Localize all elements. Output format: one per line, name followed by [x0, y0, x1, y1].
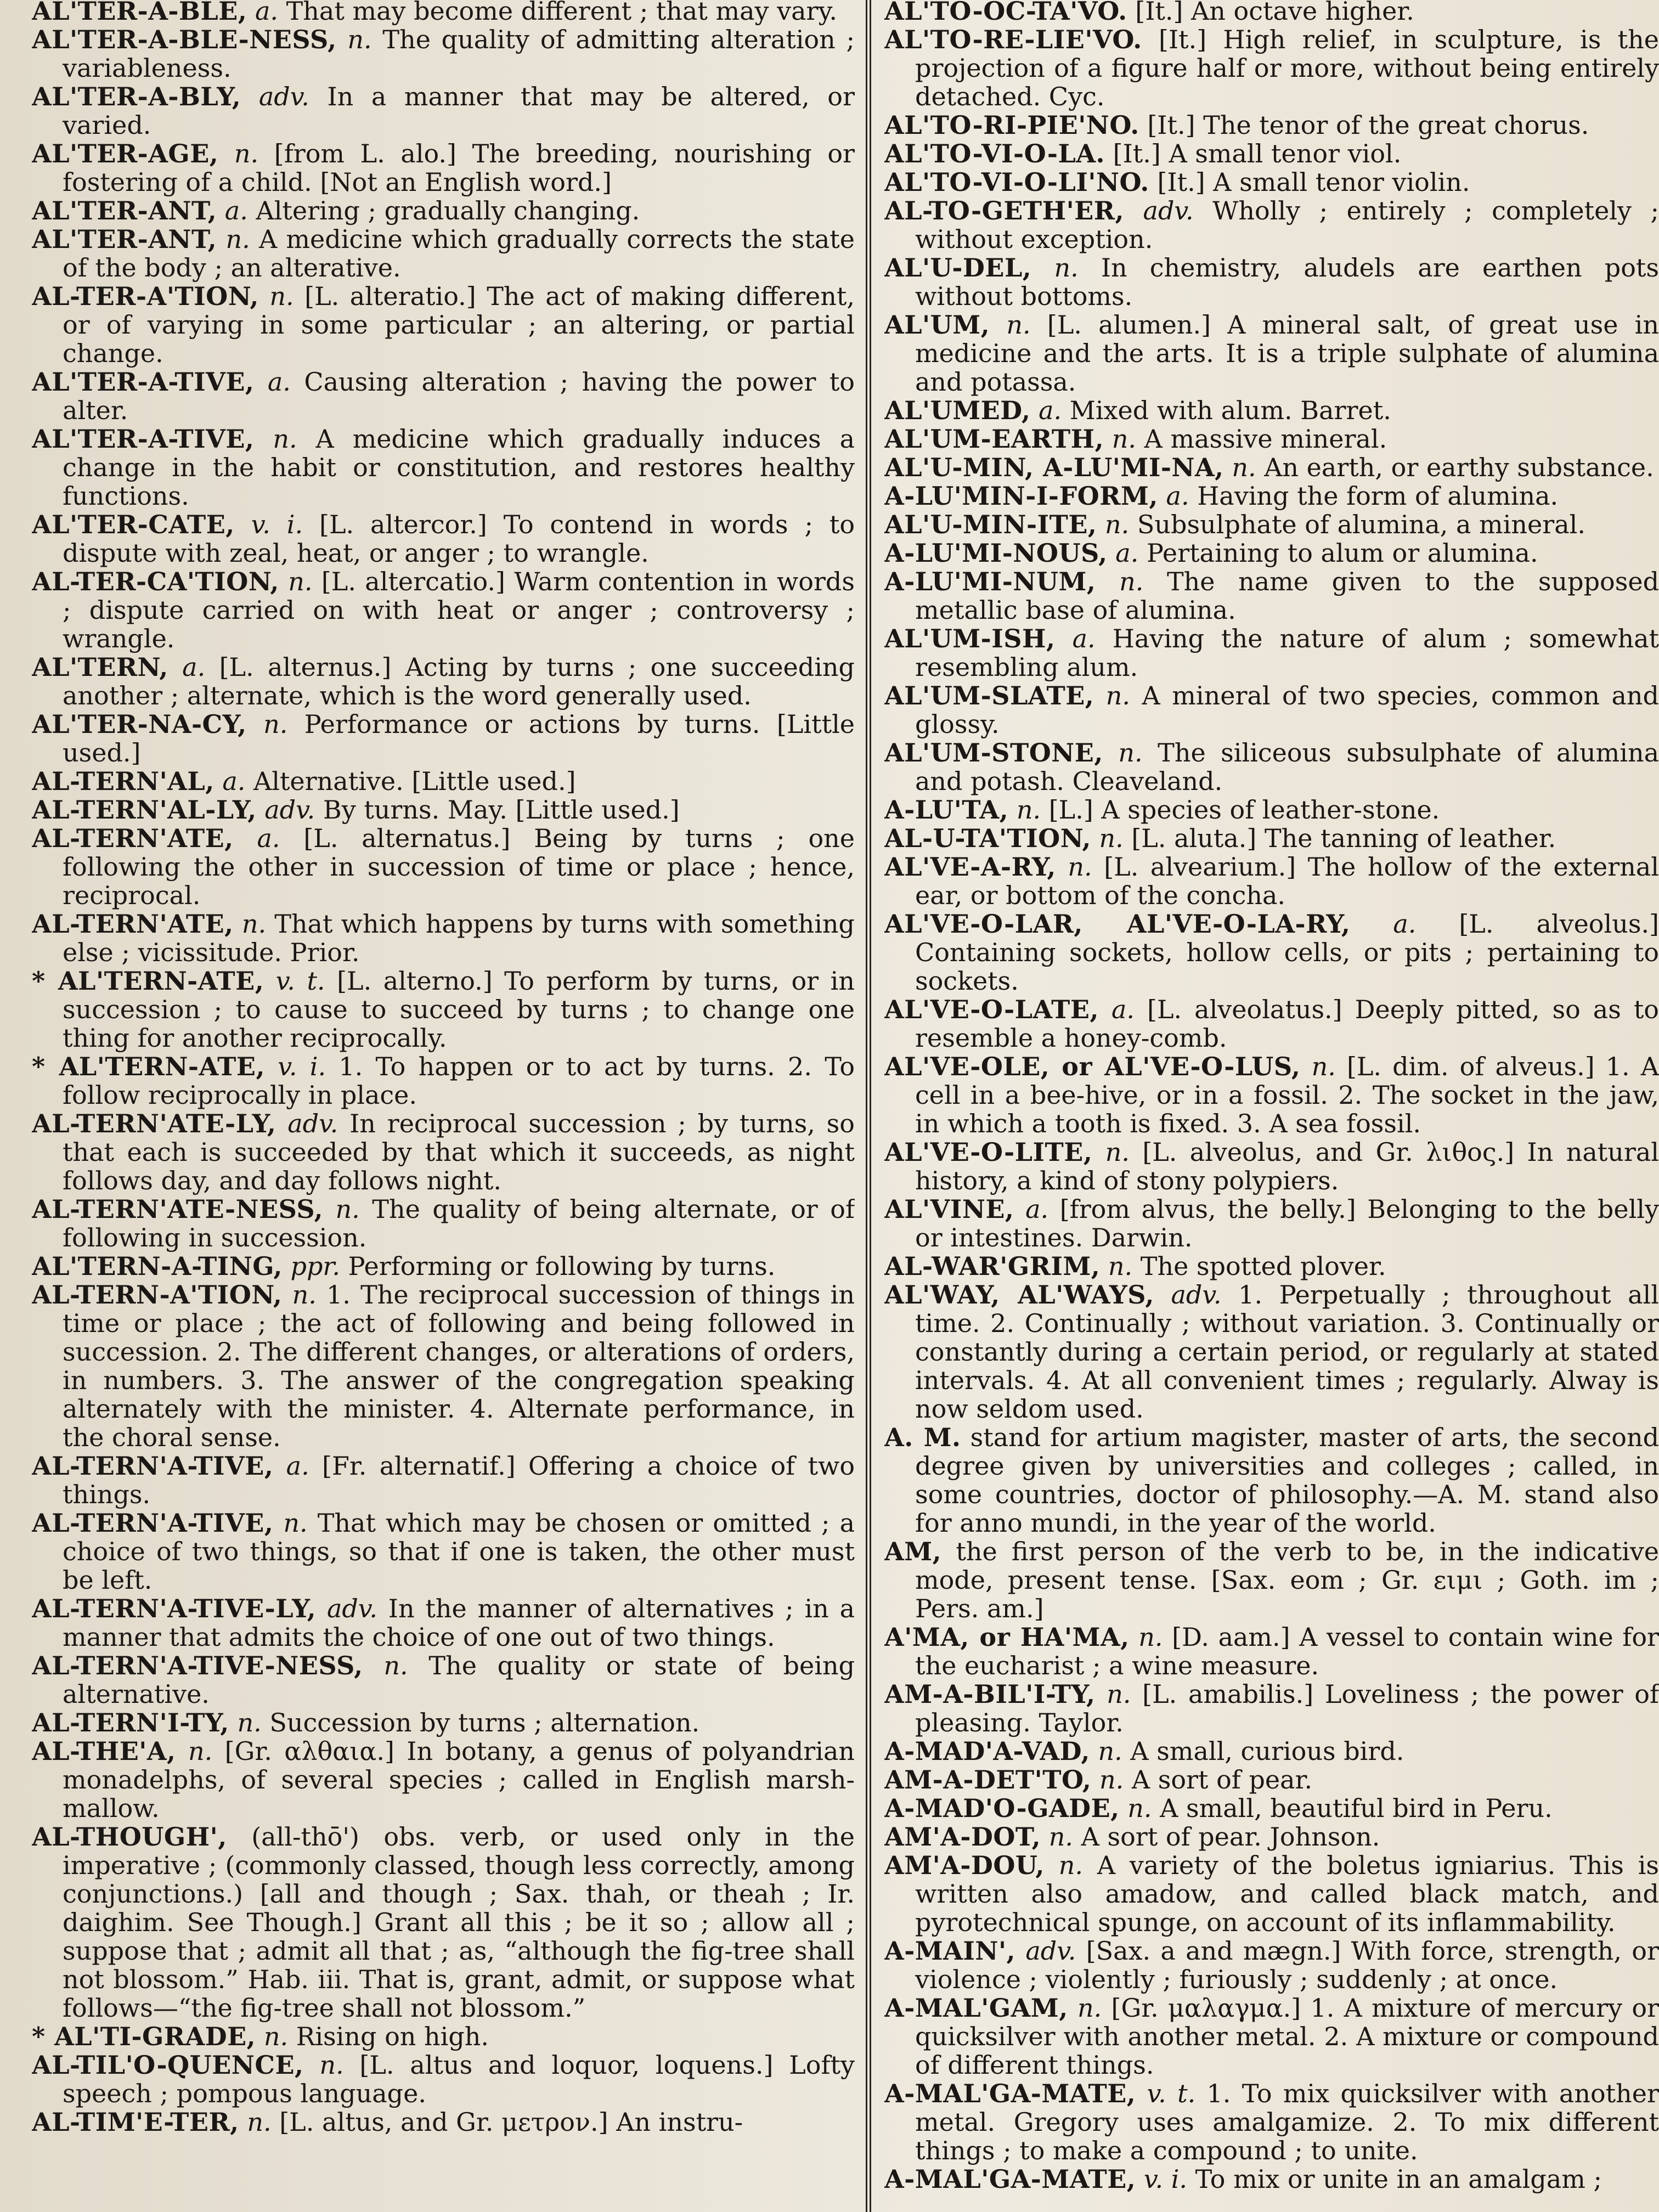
entry-part-of-speech: n.: [188, 1736, 213, 1766]
entry-headword: AL'VE-O-LAR, AL'VE-O-LA-RY,: [884, 909, 1351, 939]
entry-definition: [Gr. αλθαια.] In botany, a genus of polyandrian monadelphs, of several species ; called in English marsh-mallow.: [63, 1736, 855, 1823]
dictionary-entry: [32, 1651, 855, 1708]
entry-definition: [L. alveolatus.] Deeply pitted, so as to resemble a honey-comb.: [915, 995, 1659, 1053]
entry-definition: [from alvus, the belly.] Belonging to the belly or intestines. Darwin.: [915, 1194, 1659, 1252]
entry-part-of-speech: a.: [1111, 995, 1135, 1024]
dictionary-entry: [884, 1252, 1659, 1280]
entry-headword: AL'TER-CATE,: [32, 510, 235, 539]
dictionary-entry: [884, 25, 1659, 111]
entry-part-of-speech: adv.: [287, 1109, 338, 1138]
dictionary-entry: [884, 1138, 1659, 1195]
entry-definition: Subsulphate of alumina, a mineral.: [1137, 510, 1585, 539]
dictionary-entry: [884, 539, 1659, 567]
dictionary-entry: [32, 2022, 855, 2051]
dictionary-entry: [32, 425, 855, 510]
entry-part-of-speech: n.: [1108, 1251, 1133, 1281]
entry-headword: AL-TERN'A-TIVE-LY,: [32, 1594, 317, 1623]
entry-definition: [L. altus, and Gr. μετρον.] An instru-: [279, 2107, 743, 2137]
entry-part-of-speech: n.: [237, 1708, 262, 1737]
entry-part-of-speech: n.: [1105, 681, 1131, 710]
entry-headword: A-MAD'A-VAD,: [884, 1736, 1090, 1766]
entry-headword: AL'U-MIN-ITE,: [884, 510, 1097, 539]
entry-definition: A sort of pear.: [1131, 1765, 1313, 1795]
dictionary-entry: [32, 1737, 855, 1822]
entry-part-of-speech: n.: [1058, 1850, 1083, 1880]
entry-definition: [L. alveolus.] Containing sockets, hollow cells, or pits ; pertaining to sockets.: [915, 909, 1659, 996]
entry-headword: AL-TER-CA'TION,: [32, 567, 279, 596]
dictionary-entry: [32, 567, 855, 653]
dictionary-entry: [884, 1937, 1659, 1994]
entry-headword: AL'UM-SLATE,: [884, 681, 1094, 710]
dictionary-entry: [32, 653, 855, 710]
entry-part-of-speech: n.: [1099, 823, 1124, 853]
entry-definition: [It.] A small tenor violin.: [1157, 167, 1470, 197]
entry-headword: AL'TER-A-BLE-NESS,: [32, 25, 337, 54]
entry-part-of-speech: n.: [1105, 510, 1130, 539]
dictionary-entry: [884, 567, 1659, 624]
dictionary-entry: [32, 282, 855, 368]
entry-headword: A'MA, or HA'MA,: [884, 1622, 1130, 1652]
dictionary-entry: [884, 1423, 1659, 1537]
entry-definition: (all-thō') obs. verb, or used only in the imperative ; (commonly classed, though less correctly, among conjunctions.) [all and though ; Sax. thah, or theah ; Ir. daighim. See Though.] Grant all this ; be it so ; allow all ; suppose that ; admit all that ; as, “although the fig-tree shall not blossom.” Hab. iii. That is, grant, admit, or suppose what follows—“the fig-tree shall not blossom.”: [63, 1822, 855, 2023]
entry-definition: [Fr. alternatif.] Offering a choice of two things.: [63, 1451, 855, 1509]
entry-definition: Alternative. [Little used.]: [253, 766, 576, 796]
entry-definition: [L. altus and loquor, loquens.] Lofty speech ; pompous language.: [63, 2050, 855, 2108]
entry-headword: AL'TER-ANT,: [32, 196, 217, 225]
entry-part-of-speech: n.: [263, 709, 288, 739]
entry-headword: AL'TO-VI-O-LI'NO.: [884, 167, 1149, 197]
dictionary-entry: [884, 2165, 1659, 2193]
entry-part-of-speech: n.: [1077, 1993, 1102, 2023]
entry-definition: 1. The reciprocal succession of things in time or place ; the act of following and being followed in succession. 2. The different changes, or alterations of orders, in numbers. 3. The answer of the congregation speaking alternately with the minister. 4. Alternate performance, in the choral sense.: [63, 1280, 855, 1452]
dictionary-entry: [884, 1052, 1659, 1138]
entry-definition: The quality of being alternate, or of following in succession.: [63, 1194, 855, 1252]
entry-headword: A-MAL'GA-MATE,: [884, 2164, 1136, 2194]
entry-definition: Performing or following by turns.: [348, 1251, 776, 1281]
entry-definition: In chemistry, aludels are earthen pots without bottoms.: [915, 253, 1659, 311]
dictionary-entry: [884, 1623, 1659, 1680]
entry-headword: AM'A-DOU,: [884, 1850, 1045, 1880]
entry-part-of-speech: n.: [234, 139, 259, 168]
entry-definition: The siliceous subsulphate of alumina and potash. Cleaveland.: [915, 738, 1659, 796]
dictionary-entry: [32, 795, 855, 824]
dictionary-entry: [884, 824, 1659, 853]
dictionary-entry: [32, 1509, 855, 1594]
dictionary-entry: [32, 910, 855, 967]
dictionary-entry: [32, 139, 855, 196]
dictionary-entry: [32, 1280, 855, 1452]
entry-part-of-speech: n.: [383, 1651, 408, 1680]
entry-headword: AL'U-DEL,: [884, 253, 1032, 283]
entry-definition: [L. dim. of alveus.] 1. A cell in a bee-hive, or in a fossil. 2. The socket in the jaw, in which a tooth is fixed. 3. A sea fossil.: [915, 1052, 1659, 1138]
entry-part-of-speech: n.: [273, 424, 297, 454]
entry-headword: A-MAL'GAM,: [884, 1993, 1068, 2023]
entry-part-of-speech: a.: [1115, 538, 1139, 568]
entry-headword: AL'TER-AGE,: [32, 139, 219, 168]
entry-headword: AL'VE-OLE, or AL'VE-O-LUS,: [884, 1052, 1301, 1081]
entry-definition: [D. aam.] A vessel to contain wine for the eucharist ; a wine measure.: [915, 1622, 1659, 1680]
entry-headword: AM'A-DOT,: [884, 1822, 1041, 1852]
entry-headword: AL-TERN'ATE-LY,: [32, 1109, 276, 1138]
dictionary-entry: [32, 82, 855, 139]
entry-part-of-speech: a.: [286, 1451, 309, 1481]
dictionary-entry: [884, 1680, 1659, 1737]
entry-part-of-speech: a.: [182, 652, 206, 682]
entry-part-of-speech: n.: [283, 1508, 308, 1538]
entry-part-of-speech: n.: [1048, 1822, 1074, 1852]
dictionary-entry: [32, 1109, 855, 1195]
entry-definition: The spotted plover.: [1140, 1251, 1386, 1281]
dictionary-entry: [884, 425, 1659, 453]
entry-headword: A-MAIN',: [884, 1936, 1016, 1966]
entry-definition: The quality of admitting alteration ; variableness.: [63, 25, 855, 83]
dictionary-entry: [884, 995, 1659, 1052]
entry-part-of-speech: n.: [292, 1280, 317, 1310]
entry-definition: stand for artium magister, master of arts, the second degree given by universities and colleges ; called, in some countries, doctor of philosophy.—A. M. stand also for anno mundi, in the year of the world.: [915, 1423, 1659, 1538]
entry-part-of-speech: a.: [1166, 481, 1189, 511]
dictionary-entry: [884, 624, 1659, 681]
dictionary-entry: [884, 139, 1659, 168]
dictionary-entry: [32, 710, 855, 767]
entry-headword: AL-TIL'O-QUENCE,: [32, 2050, 304, 2080]
dictionary-entry: [884, 910, 1659, 995]
entry-definition: [L. alveolus, and Gr. λιθος.] In natural history, a kind of stony polypiers.: [915, 1137, 1659, 1195]
entry-headword: AL-TIM'E-TER,: [32, 2107, 239, 2137]
entry-definition: [L. alvearium.] The hollow of the external ear, or bottom of the concha.: [915, 852, 1659, 910]
entry-definition: That may become different ; that may vary.: [286, 0, 838, 26]
entry-part-of-speech: a.: [267, 367, 291, 397]
entry-part-of-speech: n.: [1232, 453, 1256, 482]
entry-definition: [from L. alo.] The breeding, nourishing or fostering of a child. [Not an English word.]: [63, 139, 855, 197]
dictionary-entry: [32, 1594, 855, 1651]
dictionary-entry: [32, 1252, 855, 1280]
entry-definition: An earth, or earthy substance.: [1264, 453, 1654, 482]
dictionary-entry: [884, 196, 1659, 253]
entry-definition: A small, beautiful bird in Peru.: [1160, 1793, 1553, 1823]
entry-part-of-speech: n.: [288, 567, 313, 596]
dictionary-entry: [884, 1994, 1659, 2079]
entry-headword: AL'TERN,: [32, 652, 168, 682]
entry-part-of-speech: n.: [247, 2107, 272, 2137]
dictionary-entry: [884, 2079, 1659, 2165]
entry-headword: AL-THOUGH',: [32, 1822, 227, 1852]
dictionary-entry: [32, 767, 855, 795]
entry-definition: The quality or state of being alternative.: [63, 1651, 855, 1709]
entry-part-of-speech: n.: [319, 2050, 344, 2080]
entry-definition: Causing alteration ; having the power to alter.: [63, 367, 855, 425]
entry-definition: [It.] A small tenor viol.: [1113, 139, 1402, 168]
entry-headword: AL'UMED,: [884, 396, 1031, 425]
entry-headword: AL-U-TA'TION,: [884, 823, 1091, 853]
entry-definition: A small, curious bird.: [1130, 1736, 1404, 1766]
entry-definition: A medicine which gradually corrects the state of the body ; an alterative.: [63, 224, 855, 283]
entry-part-of-speech: n.: [269, 281, 294, 311]
entry-definition: A mineral of two species, common and glossy.: [915, 681, 1659, 739]
entry-part-of-speech: a.: [224, 196, 248, 225]
dictionary-entry: [884, 482, 1659, 510]
entry-definition: Having the form of alumina.: [1197, 481, 1559, 511]
entry-definition: [It.] An octave higher.: [1135, 0, 1414, 26]
column-divider: [866, 0, 871, 2212]
dictionary-entry: [32, 1822, 855, 2022]
entry-definition: [Sax. a and mægn.] With force, strength, or violence ; violently ; furiously ; suddenly ; at once.: [915, 1936, 1659, 1994]
entry-headword: AL'TER-ANT,: [32, 224, 217, 254]
entry-definition: [L. altercatio.] Warm contention in words ; dispute carried on with heat or anger ; controversy ; wrangle.: [63, 567, 855, 653]
entry-part-of-speech: v. t.: [1147, 2079, 1196, 2108]
entry-definition: To mix or unite in an amalgam ;: [1195, 2164, 1602, 2194]
entry-definition: [It.] High relief, in sculpture, is the projection of a figure half or more, without being entirely detached. Cyc.: [915, 25, 1659, 111]
dictionary-entry: [884, 738, 1659, 795]
entry-headword: AL'UM-ISH,: [884, 624, 1056, 653]
entry-headword: AL'TO-RI-PIE'NO.: [884, 110, 1139, 140]
dictionary-entry: [32, 1195, 855, 1252]
entry-part-of-speech: adv.: [1025, 1936, 1076, 1966]
entry-part-of-speech: n.: [1119, 567, 1144, 596]
entry-part-of-speech: a.: [255, 0, 278, 26]
entry-definition: Having the nature of alum ; somewhat resembling alum.: [915, 624, 1659, 682]
left-column: [32, 0, 855, 2212]
entry-headword: A-LU'MIN-I-FORM,: [884, 481, 1158, 511]
entry-headword: A-LU'MI-NUM,: [884, 567, 1096, 596]
entry-definition: A sort of pear. Johnson.: [1081, 1822, 1380, 1852]
entry-headword: AL-THE'A,: [32, 1736, 176, 1766]
entry-headword: AM,: [884, 1537, 942, 1566]
dictionary-entry: [32, 368, 855, 425]
entry-headword: AL'WAY, AL'WAYS,: [884, 1280, 1154, 1310]
entry-part-of-speech: n.: [1068, 852, 1092, 882]
entry-part-of-speech: v. i.: [1143, 2164, 1188, 2194]
entry-definition: 1. Perpetually ; throughout all time. 2. Continually ; without variation. 3. Continually or constantly during a certain period, or regularly at stated intervals. 4. At all convenient times ; regularly. Alway is now seldom used.: [915, 1280, 1659, 1424]
entry-headword: * AL'TI-GRADE,: [32, 2022, 256, 2051]
entry-headword: AL-TERN'AL-LY,: [32, 795, 257, 825]
entry-definition: [L. alternatus.] Being by turns ; one following the other in succession of time or place ; hence, reciprocal.: [63, 823, 855, 910]
entry-headword: AM-A-BIL'I-TY,: [884, 1679, 1096, 1709]
entry-headword: AL'VE-O-LATE,: [884, 995, 1099, 1024]
entry-part-of-speech: n.: [1016, 795, 1041, 825]
entry-headword: AL'TER-A-BLE,: [32, 0, 247, 26]
entry-headword: AL'TER-NA-CY,: [32, 709, 247, 739]
entry-part-of-speech: n.: [1118, 738, 1143, 768]
entry-part-of-speech: n.: [1054, 253, 1079, 283]
entry-definition: [L. amabilis.] Loveliness ; the power of pleasing. Taylor.: [915, 1679, 1659, 1737]
entry-part-of-speech: n.: [263, 2022, 289, 2051]
entry-definition: A massive mineral.: [1144, 424, 1387, 454]
dictionary-entry: [884, 1195, 1659, 1252]
entry-part-of-speech: n.: [1098, 1736, 1122, 1766]
entry-headword: AL'U-MIN, A-LU'MI-NA,: [884, 453, 1224, 482]
entry-headword: AL-TERN'ATE-NESS,: [32, 1194, 323, 1224]
dictionary-entry: [32, 824, 855, 910]
entry-headword: AL-WAR'GRIM,: [884, 1251, 1101, 1281]
dictionary-entry: [884, 1537, 1659, 1623]
dictionary-entry: [32, 0, 855, 25]
entry-headword: AL-TERN'AL,: [32, 766, 215, 796]
entry-part-of-speech: n.: [347, 25, 372, 54]
entry-part-of-speech: v. t.: [275, 966, 325, 996]
entry-part-of-speech: n.: [1105, 1137, 1130, 1167]
dictionary-entry: [884, 1851, 1659, 1937]
entry-definition: That which happens by turns with something else ; vicissitude. Prior.: [63, 909, 855, 967]
entry-headword: AL'VE-O-LITE,: [884, 1137, 1093, 1167]
dictionary-entry: [32, 225, 855, 282]
dictionary-entry: [32, 1708, 855, 1737]
entry-headword: AL-TERN-A'TION,: [32, 1280, 283, 1310]
entry-headword: AL'TER-A-TIVE,: [32, 424, 255, 454]
entry-headword: * AL'TERN-ATE,: [32, 1052, 265, 1081]
entry-definition: In the manner of alternatives ; in a manner that admits the choice of one out of two things.: [63, 1594, 855, 1652]
entry-headword: AL-TERN'ATE,: [32, 823, 234, 853]
entry-headword: AL-TERN'A-TIVE,: [32, 1451, 274, 1481]
entry-headword: A-LU'MI-NOUS,: [884, 538, 1108, 568]
entry-headword: AL-TERN'A-TIVE-NESS,: [32, 1651, 363, 1680]
entry-part-of-speech: adv.: [264, 795, 315, 825]
entry-part-of-speech: a.: [257, 823, 280, 853]
dictionary-entry: [884, 0, 1659, 25]
dictionary-entry: [884, 1794, 1659, 1822]
entry-part-of-speech: n.: [1006, 310, 1031, 340]
dictionary-entry: [32, 2051, 855, 2108]
entry-definition: In reciprocal succession ; by turns, so that each is succeeded by that which it succeeds, as night follows day, and day follows night.: [63, 1109, 855, 1195]
right-column: [884, 0, 1659, 2212]
entry-definition: Pertaining to alum or alumina.: [1146, 538, 1538, 568]
entry-definition: Performance or actions by turns. [Little used.]: [63, 709, 855, 768]
dictionary-entry: [884, 111, 1659, 139]
entry-part-of-speech: n.: [335, 1194, 360, 1224]
entry-definition: Altering ; gradually changing.: [256, 196, 640, 225]
entry-part-of-speech: adv.: [1171, 1280, 1222, 1310]
entry-definition: That which may be chosen or omitted ; a choice of two things, so that if one is taken, the other must be left.: [63, 1508, 855, 1595]
entry-headword: A-MAD'O-GADE,: [884, 1793, 1120, 1823]
entry-headword: AL'UM-STONE,: [884, 738, 1103, 768]
dictionary-entry: [32, 510, 855, 567]
dictionary-entry: [884, 1280, 1659, 1423]
entry-headword: A. M.: [884, 1423, 961, 1452]
entry-part-of-speech: a.: [1039, 396, 1062, 425]
dictionary-entry: [884, 396, 1659, 425]
entry-part-of-speech: n.: [241, 909, 267, 939]
entry-headword: AL'TO-VI-O-LA.: [884, 139, 1105, 168]
dictionary-entry: [884, 681, 1659, 738]
dictionary-entry: [884, 853, 1659, 910]
entry-headword: A-LU'TA,: [884, 795, 1009, 825]
dictionary-entry: [884, 510, 1659, 539]
entry-definition: A medicine which gradually induces a change in the habit or constitution, and restores healthy functions.: [63, 424, 855, 511]
entry-part-of-speech: a.: [1025, 1194, 1049, 1224]
entry-definition: 1. To mix quicksilver with another metal. Gregory uses amalgamize. 2. To mix different things ; to make a compound ; to unite.: [915, 2079, 1659, 2165]
entry-headword: AL'TO-RE-LIE'VO.: [884, 25, 1142, 54]
entry-headword: AL'TER-A-TIVE,: [32, 367, 255, 397]
entry-part-of-speech: a.: [1072, 624, 1096, 653]
entry-definition: [L. aluta.] The tanning of leather.: [1131, 823, 1556, 853]
entry-part-of-speech: ppr.: [290, 1251, 340, 1281]
entry-part-of-speech: v. i.: [251, 510, 303, 539]
entry-part-of-speech: n.: [225, 224, 250, 254]
entry-definition: [L. alteratio.] The act of making different, or of varying in some particular ; an altering, or partial change.: [63, 281, 855, 368]
entry-part-of-speech: a.: [222, 766, 246, 796]
entry-definition: By turns. May. [Little used.]: [323, 795, 680, 825]
dictionary-entry: [884, 253, 1659, 311]
entry-headword: AL-TO-GETH'ER,: [884, 196, 1125, 225]
entry-headword: * AL'TERN-ATE,: [32, 966, 264, 996]
entry-definition: Wholly ; entirely ; completely ; without exception.: [915, 196, 1659, 254]
entry-headword: AL'UM-EARTH,: [884, 424, 1104, 454]
dictionary-entry: [884, 1737, 1659, 1765]
dictionary-entry: [884, 1765, 1659, 1794]
dictionary-entry: [32, 2108, 855, 2136]
entry-headword: AL-TERN'I-TY,: [32, 1708, 229, 1737]
entry-part-of-speech: a.: [1393, 909, 1417, 939]
entry-part-of-speech: n.: [1311, 1052, 1336, 1081]
entry-definition: The name given to the supposed metallic base of alumina.: [915, 567, 1659, 625]
entry-part-of-speech: n.: [1099, 1765, 1124, 1795]
entry-definition: A variety of the boletus igniarius. This is written also amadow, and called black match, and pyrotechnical spunge, on account of its inflammability.: [915, 1850, 1659, 1937]
dictionary-entry: [884, 1822, 1659, 1851]
entry-headword: AL'TERN-A-TING,: [32, 1251, 283, 1281]
entry-part-of-speech: v. i.: [278, 1052, 326, 1081]
entry-headword: A-MAL'GA-MATE,: [884, 2079, 1136, 2108]
entry-definition: In a manner that may be altered, or varied.: [63, 82, 855, 140]
dictionary-entry: [32, 196, 855, 225]
entry-definition: 1. To happen or to act by turns. 2. To follow reciprocally in place.: [63, 1052, 855, 1110]
dictionary-entry: [32, 1452, 855, 1509]
dictionary-entry: [32, 25, 855, 82]
entry-headword: AL'TO-OC-TA'VO.: [884, 0, 1127, 26]
entry-part-of-speech: n.: [1111, 424, 1136, 454]
entry-definition: [L. altercor.] To contend in words ; to dispute with zeal, heat, or anger ; to wrangle.: [63, 510, 855, 568]
entry-part-of-speech: n.: [1107, 1679, 1131, 1709]
entry-headword: AL-TERN'ATE,: [32, 909, 234, 939]
entry-headword: AL-TERN'A-TIVE,: [32, 1508, 274, 1538]
entry-headword: AL'VINE,: [884, 1194, 1014, 1224]
entry-definition: [L. alterno.] To perform by turns, or in succession ; to cause to succeed by turns ; to change one thing for another reciprocally.: [63, 966, 855, 1053]
entry-definition: the first person of the verb to be, in the indicative mode, present tense. [Sax. eom ; Gr. ειμι ; Goth. im ; Pers. am.]: [915, 1537, 1659, 1623]
entry-definition: Mixed with alum. Barret.: [1069, 396, 1391, 425]
entry-headword: AM-A-DET'TO,: [884, 1765, 1092, 1795]
entry-definition: [Gr. μαλαγμα.] 1. A mixture of mercury or quicksilver with another metal. 2. A mixture or compound of different things.: [915, 1993, 1659, 2080]
entry-definition: [L. alternus.] Acting by turns ; one succeeding another ; alternate, which is the word generally used.: [63, 652, 855, 710]
entry-headword: AL'TER-A-BLY,: [32, 82, 241, 111]
entry-part-of-speech: n.: [1138, 1622, 1163, 1652]
entry-part-of-speech: n.: [1127, 1793, 1152, 1823]
dictionary-entry: [884, 795, 1659, 824]
entry-part-of-speech: adv.: [326, 1594, 377, 1623]
entry-headword: AL'UM,: [884, 310, 990, 340]
entry-definition: [It.] The tenor of the great chorus.: [1147, 110, 1589, 140]
entry-definition: Rising on high.: [296, 2022, 489, 2051]
dictionary-entry: [32, 967, 855, 1052]
dictionary-entry: [884, 311, 1659, 396]
entry-part-of-speech: adv.: [258, 82, 309, 111]
entry-part-of-speech: adv.: [1143, 196, 1194, 225]
entry-definition: [L. alumen.] A mineral salt, of great use in medicine and the arts. It is a triple sulphate of alumina and potassa.: [915, 310, 1659, 397]
entry-headword: AL'VE-A-RY,: [884, 852, 1056, 882]
dictionary-entry: [32, 1052, 855, 1109]
dictionary-entry: [884, 168, 1659, 196]
entry-headword: AL-TER-A'TION,: [32, 281, 259, 311]
entry-definition: Succession by turns ; alternation.: [269, 1708, 700, 1737]
entry-definition: [L.] A species of leather-stone.: [1048, 795, 1440, 825]
dictionary-entry: [884, 453, 1659, 482]
